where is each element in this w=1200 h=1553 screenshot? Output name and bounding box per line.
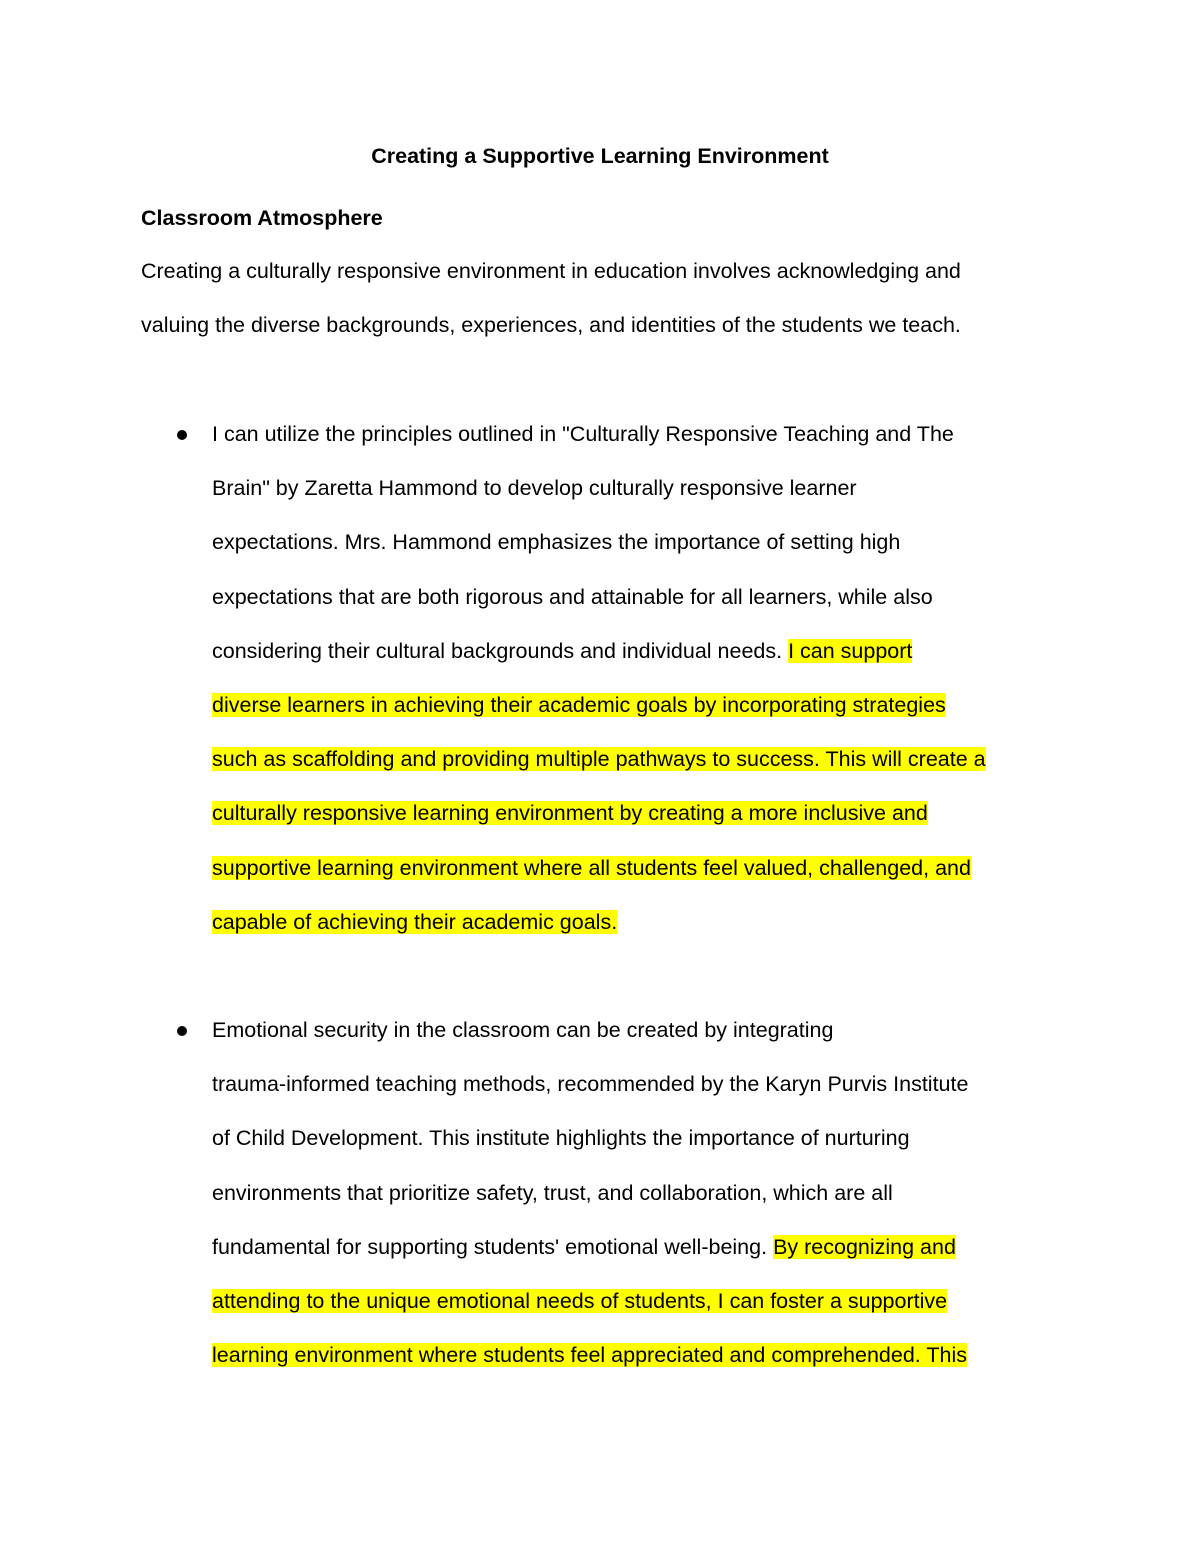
highlighted-text: supportive learning environment where all students feel valued, challenged, and (212, 855, 971, 880)
bullet-line (212, 461, 1072, 515)
highlighted-text: attending to the unique emotional needs of students, I can foster a supportive (212, 1289, 948, 1314)
bullet-text: of Child Development. This institute highlights the importance of nurturing (212, 1126, 910, 1151)
highlighted-text: I can support (788, 638, 913, 663)
bullet-text: environments that prioritize safety, trust, and collaboration, which are all (212, 1180, 893, 1205)
bullet-item (212, 407, 1072, 949)
section-heading: Classroom Atmosphere (141, 206, 383, 230)
highlighted-text: capable of achieving their academic goals. (212, 909, 618, 934)
bullet-line (212, 841, 1072, 895)
bullet-line (212, 786, 1072, 840)
highlighted-text: learning environment where students feel appreciated and comprehended. This (212, 1343, 967, 1368)
bullet-line (212, 515, 1072, 569)
bullet-line (212, 1111, 1072, 1165)
bullet-item (212, 1003, 1072, 1382)
bullet-line (212, 1057, 1072, 1111)
bullet-line (212, 895, 1072, 949)
bullet-text: considering their cultural backgrounds and individual needs. (212, 638, 789, 663)
bullet-line (212, 1328, 1072, 1382)
intro-line: valuing the diverse backgrounds, experiences, and identities of the students we teach. (141, 313, 961, 338)
bullet-line (212, 624, 1072, 678)
bullet-line (212, 407, 1072, 461)
highlighted-text: By recognizing and (773, 1234, 956, 1259)
bullet-text: expectations that are both rigorous and attainable for all learners, while also (212, 584, 933, 609)
bullet-icon (177, 430, 187, 440)
page-title: Creating a Supportive Learning Environment (371, 144, 829, 168)
highlighted-text: such as scaffolding and providing multiple pathways to success. This will create a (212, 747, 986, 772)
bullet-line (212, 1166, 1072, 1220)
highlighted-text: diverse learners in achieving their academic goals by incorporating strategies (212, 693, 946, 718)
bullet-line (212, 570, 1072, 624)
bullet-line (212, 1220, 1072, 1274)
bullet-text: Emotional security in the classroom can be created by integrating (212, 1018, 834, 1042)
bullet-line (212, 1003, 1072, 1057)
bullet-icon (177, 1026, 187, 1036)
bullet-line (212, 678, 1072, 732)
bullet-text: fundamental for supporting students' emotional well-being. (212, 1234, 774, 1259)
bullet-text: trauma-informed teaching methods, recommended by the Karyn Purvis Institute (212, 1072, 969, 1097)
bullet-text: I can utilize the principles outlined in "Culturally Responsive Teaching and The (212, 422, 954, 446)
intro-paragraph (141, 244, 1071, 352)
bullet-line (212, 732, 1072, 786)
bullet-text: Brain" by Zaretta Hammond to develop culturally responsive learner (212, 476, 857, 501)
highlighted-text: culturally responsive learning environment by creating a more inclusive and (212, 801, 928, 826)
bullet-text: expectations. Mrs. Hammond emphasizes the importance of setting high (212, 530, 901, 555)
bullet-line (212, 1274, 1072, 1328)
intro-line: Creating a culturally responsive environment in education involves acknowledging and (141, 259, 961, 283)
